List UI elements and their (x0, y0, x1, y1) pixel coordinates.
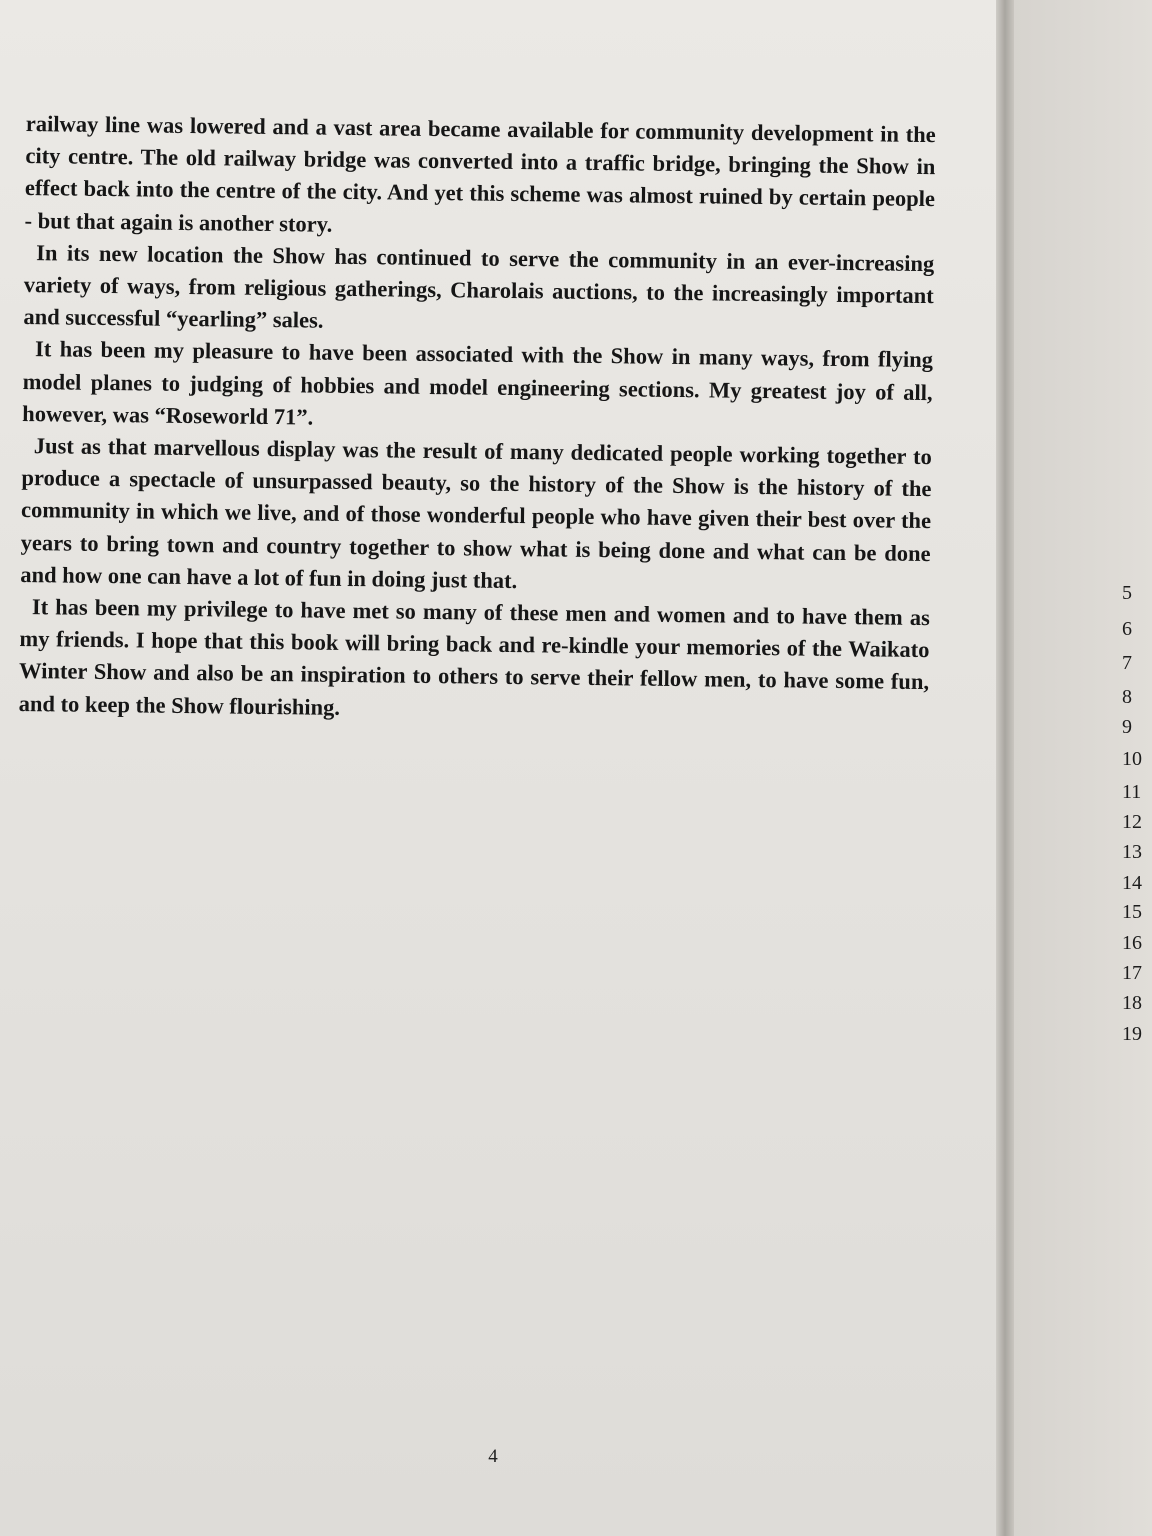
facing-number: 12 (1122, 811, 1142, 833)
body-text (19, 108, 936, 731)
paragraph: Just as that marvellous display was the result of many dedicated people working together to produce a spectacle of unsurpassed beauty, so the history of the Show is the history of the community in which we live, and of those wonderful people who have given their best over the years to bring town and country together to show what is being done and what can be done and how one can have a lot of fun in doing just that. (20, 433, 932, 593)
paragraph: railway line was lowered and a vast area became available for community development in the city centre. The old railway bridge was converted into a traffic bridge, bringing the Show in effect back into the centre of the city. And yet this scheme was almost ruined by certain people - but that again is another story. (24, 110, 936, 237)
book-gutter (996, 0, 1014, 1536)
paragraph: It has been my pleasure to have been associated with the Show in many ways, from flying model planes to judging of hobbies and model engineering sections. My greatest joy of all, however, was “Roseworld 71”. (22, 336, 934, 430)
page-number: 4 (488, 1446, 498, 1467)
facing-number: 11 (1122, 781, 1142, 803)
facing-number: 10 (1122, 748, 1142, 770)
facing-number: 8 (1122, 686, 1132, 708)
facing-number: 17 (1122, 962, 1142, 984)
facing-number: 15 (1122, 901, 1142, 923)
facing-number: 14 (1122, 872, 1142, 894)
facing-number: 6 (1122, 618, 1132, 640)
facing-number: 13 (1122, 841, 1142, 863)
facing-number: 9 (1122, 716, 1132, 738)
paragraph: It has been my privilege to have met so many of these men and women and to have them as my friends. I hope that this book will bring back and re-kindle your memories of the Waikato Winter Show and also be an inspiration to others to serve their fellow men, to have some fun, and to keep the Show flourishing. (18, 594, 930, 720)
facing-number: 18 (1122, 992, 1142, 1014)
paragraph: In its new location the Show has continued to serve the community in an ever-increasing variety of ways, from religious gatherings, Charolais auctions, to the increasingly important and successful “yearling” sales. (23, 239, 935, 333)
facing-number: 5 (1122, 582, 1132, 604)
facing-number: 7 (1122, 652, 1132, 674)
facing-number: 16 (1122, 932, 1142, 954)
facing-number: 19 (1122, 1023, 1142, 1045)
